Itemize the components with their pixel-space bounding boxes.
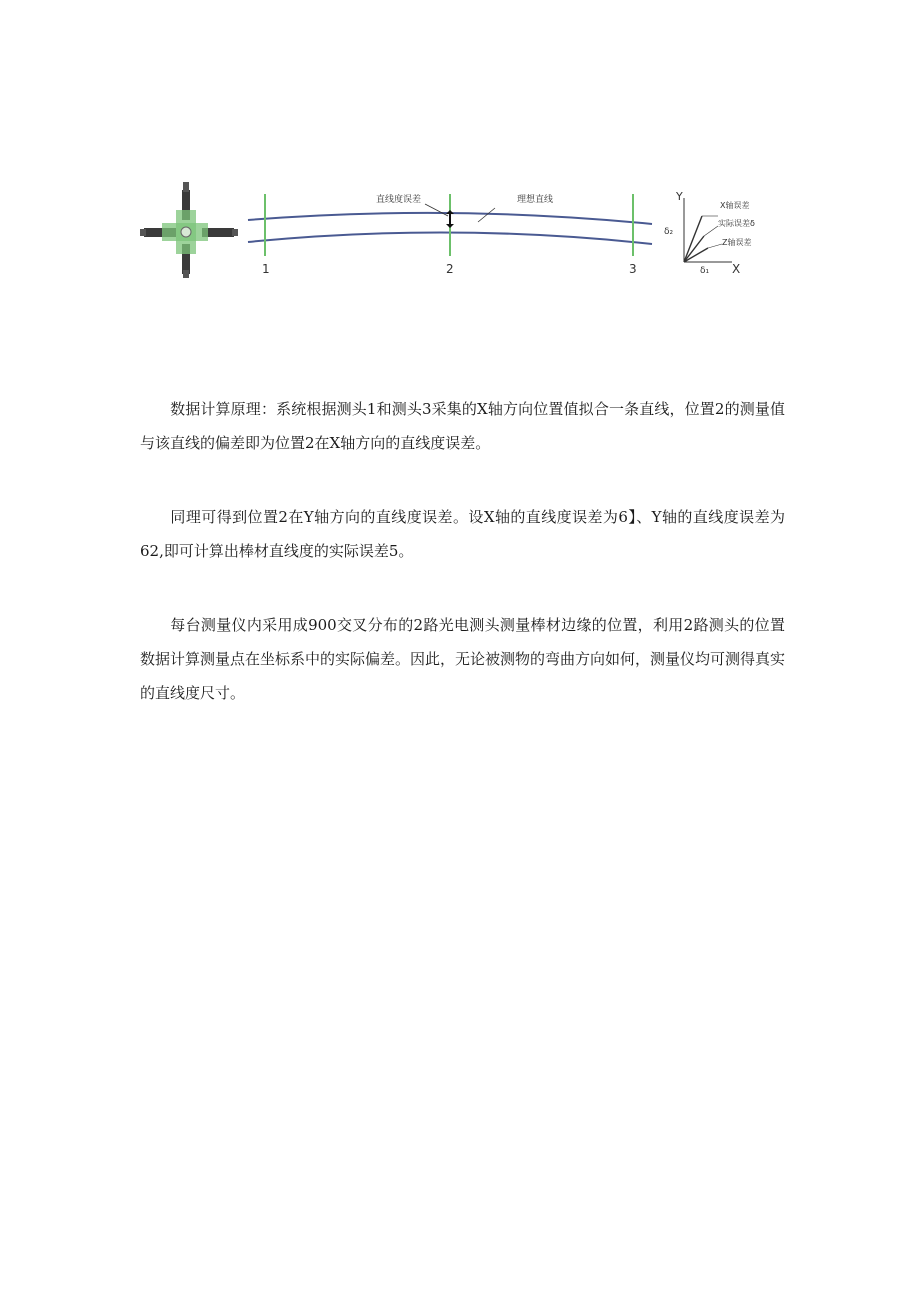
rod-diagram (248, 194, 652, 256)
axis-y-label: Y (676, 190, 683, 203)
paragraph-y-axis-error (140, 500, 785, 568)
cross-probe-icon (140, 182, 238, 278)
z-axis-error-label: Z轴误差 (722, 238, 752, 247)
paragraph-text: 数据计算原理：系统根据测头1和测头3采集的X轴方向位置值拟合一条直线，位置2的测量值与该直线的偏差即为位置2在X轴方向的直线度误差。 (140, 400, 785, 452)
measurement-diagram (140, 178, 760, 280)
position-3-label: 3 (629, 262, 637, 276)
paragraph-text: 每台测量仪内采用成900交叉分布的2路光电测头测量棒材边缘的位置，利用2路测头的位置数据计算测量点在坐标系中的实际偏差。因此，无论被测物的弯曲方向如何，测量仪均可测得真实的直线度尺寸。 (140, 616, 786, 702)
x-axis-error-label: X轴误差 (720, 201, 750, 210)
position-2-label: 2 (446, 262, 454, 276)
delta1-label: δ₁ (700, 266, 710, 276)
paragraph-probe-arrangement (140, 608, 785, 710)
axis-x-label: X (732, 262, 741, 276)
ideal-line-label: 理想直线 (517, 195, 554, 205)
position-1-label: 1 (262, 262, 270, 276)
paragraph-calculation-principle (140, 392, 785, 460)
actual-error-label: 实际误差δ (718, 219, 755, 228)
straightness-error-label: 直线度误差 (376, 195, 422, 205)
delta2-label: δ₂ (664, 227, 674, 237)
paragraph-text: 同理可得到位置2在Y轴方向的直线度误差。设X轴的直线度误差为6】、Y轴的直线度误差为62,即可计算出棒材直线度的实际误差5。 (140, 508, 785, 560)
